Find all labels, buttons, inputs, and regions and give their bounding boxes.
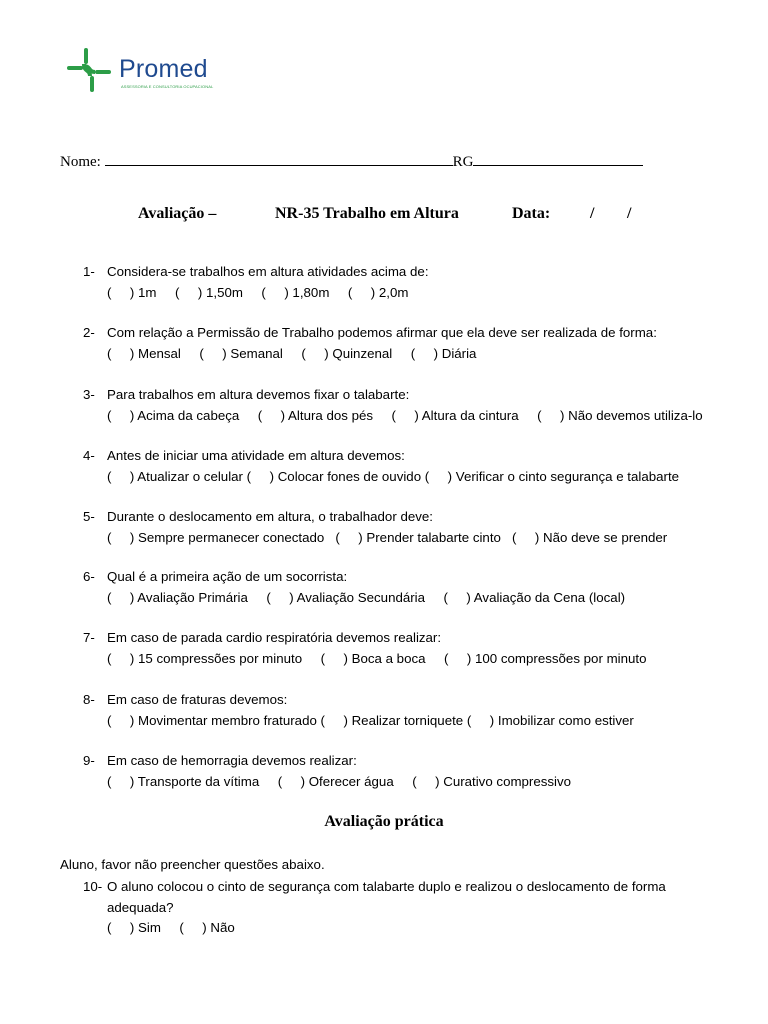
- question-options[interactable]: ( ) 1m ( ) 1,50m ( ) 1,80m ( ) 2,0m: [107, 284, 409, 300]
- question-5: [83, 507, 667, 548]
- logo-brand-name: Promed: [119, 55, 208, 83]
- rg-label: RG: [452, 154, 474, 170]
- question-7: [83, 628, 646, 669]
- date-label: Data:: [512, 205, 551, 222]
- name-label: Nome:: [60, 154, 101, 170]
- question-text: Para trabalhos em altura devemos fixar o talabarte:: [107, 387, 410, 402]
- question-8: [83, 690, 634, 731]
- question-number: 9-: [83, 753, 95, 768]
- name-field[interactable]: [105, 152, 453, 166]
- question-number: 4-: [83, 448, 95, 463]
- question-options[interactable]: ( ) Avaliação Primária ( ) Avaliação Secundária ( ) Avaliação da Cena (local): [107, 589, 626, 605]
- question-options[interactable]: ( ) 15 compressões por minuto ( ) Boca a boca ( ) 100 compressões por minuto: [107, 650, 647, 666]
- name-rg-line: [60, 152, 643, 171]
- practical-note: Aluno, favor não preencher questões abaixo.: [60, 857, 325, 872]
- question-number: 10-: [83, 879, 103, 894]
- question-options[interactable]: ( ) Movimentar membro fraturado ( ) Realizar torniquete ( ) Imobilizar como estiver: [107, 712, 634, 728]
- question-text: O aluno colocou o cinto de segurança com talabarte duplo e realizou o deslocamento de forma: [107, 879, 666, 894]
- question-1: [83, 262, 429, 303]
- question-number: 1-: [83, 264, 95, 279]
- promed-logo-icon: [65, 46, 113, 94]
- logo-tagline: ASSESSORIA E CONSULTORIA OCUPACIONAL: [121, 84, 214, 89]
- question-options[interactable]: ( ) Mensal ( ) Semanal ( ) Quinzenal ( ) Diária: [107, 345, 477, 361]
- question-text-continued: adequada?: [107, 899, 174, 915]
- question-number: 3-: [83, 387, 95, 402]
- question-6: [83, 567, 625, 608]
- question-options[interactable]: ( ) Transporte da vítima ( ) Oferecer água ( ) Curativo compressivo: [107, 773, 572, 789]
- question-9: [83, 751, 571, 792]
- question-10: [83, 877, 666, 939]
- question-options[interactable]: ( ) Acima da cabeça ( ) Altura dos pés ( ) Altura da cintura ( ) Não devemos utiliza-lo: [107, 407, 703, 423]
- date-slash-1: /: [590, 205, 595, 222]
- question-number: 2-: [83, 325, 95, 340]
- question-options[interactable]: ( ) Sim ( ) Não: [107, 920, 235, 935]
- question-2: [83, 323, 657, 364]
- practical-heading: Avaliação prática: [324, 813, 444, 830]
- question-text: Em caso de fraturas devemos:: [107, 692, 288, 707]
- question-text: Com relação a Permissão de Trabalho podemos afirmar que ela deve ser realizada de forma:: [107, 325, 657, 340]
- question-text: Durante o deslocamento em altura, o trabalhador deve:: [107, 509, 433, 524]
- question-options[interactable]: ( ) Atualizar o celular ( ) Colocar fones de ouvido ( ) Verificar o cinto segurança e talabarte: [107, 468, 680, 484]
- question-options[interactable]: ( ) Sempre permanecer conectado ( ) Prender talabarte cinto ( ) Não deve se prender: [107, 529, 668, 545]
- question-text: Antes de iniciar uma atividade em altura devemos:: [107, 448, 405, 463]
- question-number: 8-: [83, 692, 95, 707]
- question-text: Em caso de parada cardio respiratória devemos realizar:: [107, 630, 442, 645]
- question-4: [83, 446, 679, 487]
- question-number: 5-: [83, 509, 95, 524]
- question-text: Considera-se trabalhos em altura atividades acima de:: [107, 264, 429, 279]
- title-left: Avaliação –: [138, 205, 217, 222]
- question-text: Em caso de hemorragia devemos realizar:: [107, 753, 357, 768]
- question-number: 6-: [83, 569, 95, 584]
- date-slash-2: /: [627, 205, 632, 222]
- question-text: Qual é a primeira ação de um socorrista:: [107, 569, 348, 584]
- question-3: [83, 385, 703, 426]
- rg-field[interactable]: [473, 152, 643, 166]
- title-center: NR-35 Trabalho em Altura: [275, 205, 459, 222]
- question-number: 7-: [83, 630, 95, 645]
